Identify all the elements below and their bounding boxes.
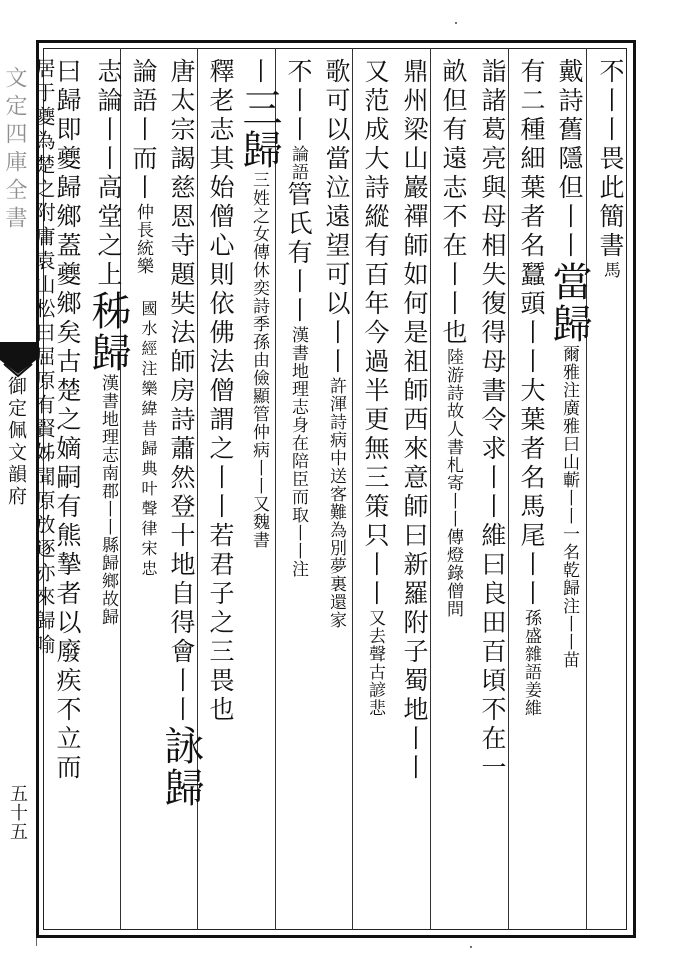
headword: 詠歸 (158, 725, 204, 809)
text-column (53, 58, 87, 918)
edge-page-number: 五十五 (7, 784, 28, 841)
column-annotation: 陸游詩故人書札寄丨丨 (443, 348, 463, 528)
text-column (394, 58, 434, 918)
column-annotation: 許渾詩病中送客難為別夢裏還家 (326, 377, 346, 629)
column-text: 又范成大詩縱有百年今過半更無三策只丨丨 (361, 58, 390, 609)
column-text: 丨 (245, 58, 274, 87)
text-column (158, 58, 204, 918)
edge-collection-title: 文定四庫全書 (2, 66, 27, 234)
text-column (472, 58, 512, 918)
column-text: 管氏有丨丨 (284, 181, 313, 326)
text-column-sub (136, 300, 160, 900)
column-text: 不丨丨畏此簡書 (596, 58, 625, 261)
text-column (590, 58, 630, 918)
text-column (32, 58, 64, 918)
column-text: 論語丨而丨 (129, 58, 158, 203)
column-text: 鼎州梁山巖禪師如何是祖師西來意師曰新羅附子蜀地丨丨 (400, 58, 429, 783)
text-column (278, 58, 318, 918)
column-text: 居于夔為楚之附庸袁山松曰屈原有賢姊聞原放逐亦來歸喻 (32, 58, 56, 658)
edge-book-title: 御定佩文韻府 (5, 376, 27, 508)
column-annotation: 孫盛雜語姜維 (521, 609, 541, 717)
column-annotation: 爾雅注廣雅曰山蘄丨丨一名乾歸注丨丨苗 (559, 345, 579, 669)
scan-speck (455, 22, 457, 24)
column-annotation: 仲長統樂 (133, 203, 153, 275)
headword: 三歸 (236, 87, 282, 171)
text-column (200, 58, 240, 918)
column-text: 曰歸即夔歸鄉蓋夔鄉矣古楚之嫡嗣有熊摯者以廢疾不立而 (53, 58, 82, 783)
text-column (546, 58, 592, 918)
text-column (85, 58, 131, 918)
text-column (511, 58, 551, 918)
text-column (316, 58, 356, 918)
column-text: 釋老志其始僧心則依佛法僧謂之丨丨若君子之三畏也 (206, 58, 235, 725)
column-annotation: 漢書地理志身在陪臣而取丨丨注 (288, 326, 308, 578)
column-text: 詣諸葛亮與母相失復得母書令求丨丨維曰良田百頃不在一 (478, 58, 507, 783)
column-text: 有二種細葉者名蠶頭丨丨大葉者名馬尾丨丨 (517, 58, 546, 609)
text-column (236, 58, 282, 918)
column-annotation: 國水經注樂緯昔歸典叶聲律宋忠 (139, 300, 158, 580)
column-text: 唐太宗謁慈恩寺題奘法師房詩蕭然登十地自得會丨丨 (167, 58, 196, 725)
text-column (433, 58, 473, 918)
column-text: 畝但有遠志不在丨丨也 (439, 58, 468, 348)
column-annotation: 傳燈錄僧問 (443, 528, 463, 618)
text-column (355, 58, 395, 918)
column-annotation: 論語 (288, 145, 308, 181)
column-text: 歌可以當泣遠望可以丨丨 (322, 58, 351, 377)
column-text: 戴詩舊隱但丨丨 (555, 58, 584, 261)
column-text: 不丨丨 (284, 58, 313, 145)
scan-speck (470, 946, 472, 948)
column-annotation: 漢書地理志南郡丨丨縣歸鄉故歸 (98, 374, 118, 626)
column-annotation: 馬 (600, 261, 620, 279)
column-text: 志論丨丨高堂之上 (94, 58, 123, 290)
headword: 秭歸 (85, 290, 131, 374)
column-annotation: 又去聲古諺悲 (365, 609, 385, 717)
headword: 當歸 (546, 261, 592, 345)
column-annotation: 三姓之女傳休奕詩季孫由儉顯管仲病丨丨又魏書 (249, 171, 269, 549)
